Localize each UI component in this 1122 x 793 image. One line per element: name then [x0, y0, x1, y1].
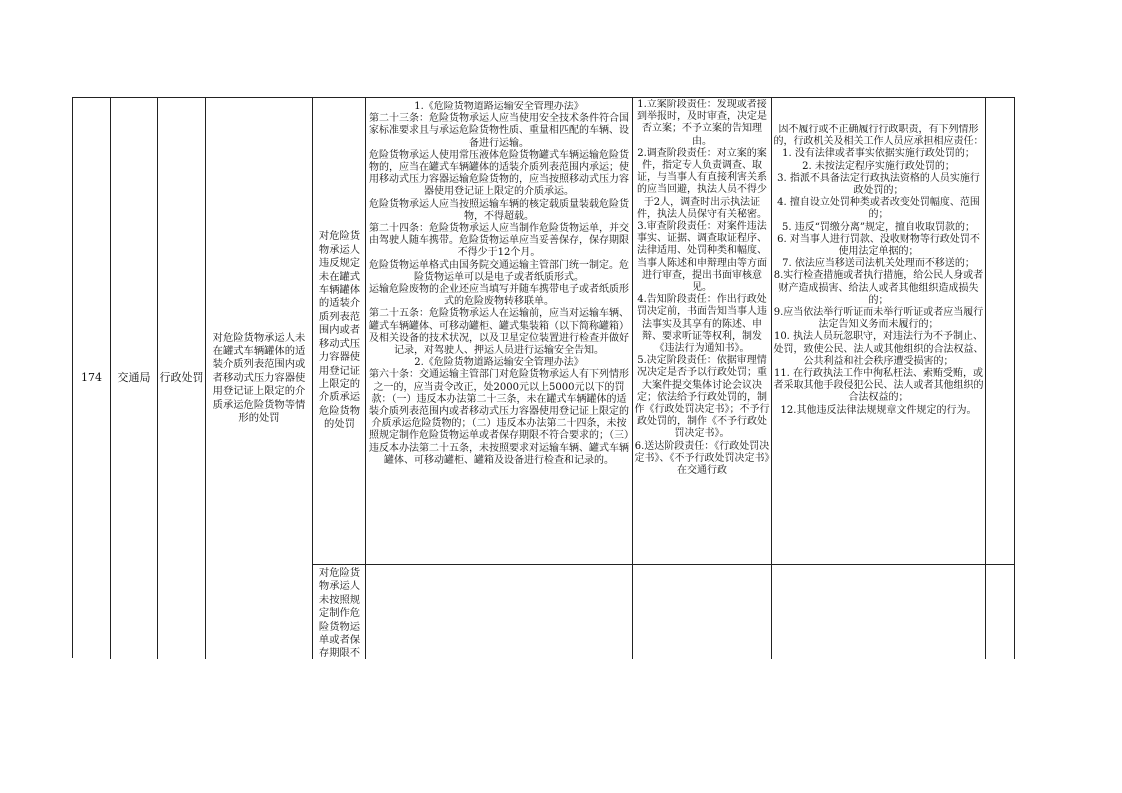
- responsibility-cell: [634, 99, 770, 563]
- legal-basis-paragraph: 运输危险废物的企业还应当填写并随车携带电子或者纸质形式的危险废物转移联单。: [369, 284, 629, 308]
- accountability-paragraph: 4. 擅自设立处罚种类或者改变处罚幅度、范围的；: [777, 197, 980, 221]
- accountability-paragraph: 1. 没有法律或者事实依据实施行政处罚的；: [782, 148, 975, 160]
- sub-item-cell: 对危险货物承运人未按照规定制作危险货物运单或者保存期限不: [318, 567, 361, 658]
- col-divider: [632, 98, 633, 659]
- col-divider: [205, 98, 206, 659]
- legal-basis-cell: [368, 101, 630, 563]
- accountability-cell: [773, 124, 984, 564]
- accountability-paragraph: 6. 对当事人进行罚款、没收财物等行政处罚不使用法定单据的；: [777, 233, 980, 258]
- responsibility-paragraph: 5.决定阶段责任：依据审理情况决定是否予以行政处罚；重大案件提交集体讨论会议决定；依法给予行政处罚的，制作《行政处罚决定书》；不予行政处罚的，制作《不予行政处罚决定书》。: [634, 355, 770, 440]
- col-divider: [365, 98, 366, 659]
- col-divider: [1014, 98, 1015, 659]
- accountability-paragraph: 11. 在行政执法工作中徇私枉法、索贿受贿，或者采取其他手段侵犯公民、法人或者其他组织的合法权益的；: [773, 368, 984, 404]
- legal-basis-paragraph: 危险货物承运人使用常压液体危险货物罐式车辆运输危险货物的，应当在罐式车辆罐体的适装介质列表范围内承运；使用移动式压力容器运输危险货物的，应当按照移动式压力容器使用登记证上限定的介质承运。: [369, 149, 629, 198]
- legal-basis-paragraph: 1.《危险货物道路运输安全管理办法》: [414, 101, 584, 112]
- seq-cell: 174: [81, 371, 102, 385]
- accountability-paragraph: 3. 指派不具备法定行政执法资格的人员实施行政处罚的；: [777, 172, 980, 197]
- accountability-paragraph: 5. 违反“罚缴分离”规定，擅自收取罚款的；: [782, 221, 975, 233]
- accountability-paragraph: 因不履行或不正确履行行政职责，有下列情形的，行政机关及相关工作人员应承担相应责任：: [773, 124, 984, 148]
- legal-basis-paragraph: 危险货物运单格式由国务院交通运输主管部门统一制定。危险货物运单可以是电子或者纸质形式。: [369, 259, 629, 283]
- legal-basis-paragraph: 危险货物承运人应当按照运输车辆的核定载质量装载危险货物，不得超载。: [369, 198, 629, 222]
- accountability-paragraph: 7. 依法应当移送司法机关处理而不移送的；: [782, 258, 975, 270]
- legal-basis-paragraph: 第二十三条：危险货物承运人应当使用安全技术条件符合国家标准要求且与承运危险货物性质、重量相匹配的车辆、设备进行运输。: [369, 113, 629, 149]
- accountability-paragraph: 8.实行检查措施或者执行措施，给公民人身或者财产造成损害、给法人或者其他组织造成损失的；: [773, 270, 984, 306]
- legal-basis-paragraph: 2.《危险货物道路运输安全管理办法》: [414, 357, 584, 369]
- col-divider: [312, 98, 313, 659]
- category-cell: 行政处罚: [159, 371, 204, 385]
- col-divider: [771, 98, 772, 659]
- accountability-paragraph: 9.应当依法举行听证而未举行听证或者应当履行法定告知义务而未履行的；: [773, 307, 984, 331]
- responsibility-paragraph: 3.审查阶段责任：对案件违法事实、证据、调查取证程序、法律适用、处罚种类和幅度、当事人陈述和申辩理由等方面进行审查，提出书面审核意见。: [637, 221, 767, 294]
- legal-basis-paragraph: 第六十条：交通运输主管部门对危险货物承运人有下列情形之一的，应当责令改正，处2000元以上5000元以下的罚款：（一）违反本办法第二十三条，未在罐式车辆罐体的适装介质列表范围内或者移动式压力容器使用登记证上限定的介质承运危险货物的；（二）违反本办法第二十四条，未按照规定制作危险货物运单或者保存期限不符合要求的；（三）违反本办法第二十五条，未按照要求对运输车辆、罐式车辆罐体、可移动罐柜、罐箱及设备进行检查和记录的。: [369, 369, 629, 466]
- sub-item-cell: 对危险货物承运人违反规定未在罐式车辆罐体的适装介质列表范围内或者移动式压力容器使用登记证上限定的介质承运危险货物的处罚: [318, 230, 361, 431]
- responsibility-paragraph: 1.立案阶段责任：发现或者接到举报时，及时审查，决定是否立案；不予立案的告知理由。: [637, 99, 767, 147]
- remark-cell: [986, 98, 1014, 564]
- accountability-paragraph: 12.其他违反法律法规规章文件规定的行为。: [780, 404, 977, 416]
- responsibility-paragraph: 4.告知阶段责任：作出行政处罚决定前，书面告知当事人违法事实及其享有的陈述、申辩、要求听证等权利，制发《违法行为通知书》。: [637, 294, 767, 355]
- responsibility-paragraph: 6.送达阶段责任：《行政处罚决定书》、《不予行政处罚决定书》在交通行政: [634, 440, 770, 477]
- responsibility-paragraph: 2.调查阶段责任：对立案的案件，指定专人负责调查、取证，与当事人有直接利害关系的应当回避，执法人员不得少于2人，调查时出示执法证件，执法人员保守有关秘密。: [637, 147, 767, 220]
- item-name-cell: 对危险货物承运人未在罐式车辆罐体的适装介质列表范围内或者移动式压力容器使用登记证上限定的介质承运危险货物等情形的处罚: [212, 331, 306, 425]
- accountability-paragraph: 2. 未按法定程序实施行政处罚的；: [802, 160, 955, 172]
- department-cell: 交通局: [117, 371, 151, 385]
- accountability-paragraph: 10. 执法人员玩忽职守，对违法行为不予制止、处罚，致使公民、法人或其他组织的合法权益、公共利益和社会秩序遭受损害的；: [773, 331, 984, 367]
- legal-basis-paragraph: 第二十四条：危险货物承运人应当制作危险货物运单，并交由驾驶人随车携带。危险货物运单应当妥善保存，保存期限不得少于12个月。: [369, 223, 629, 259]
- row-divider: [312, 564, 1015, 565]
- permission-table: [72, 97, 1015, 658]
- legal-basis-paragraph: 第二十五条：危险货物承运人在运输前，应当对运输车辆、罐式车辆罐体、可移动罐柜、罐式集装箱（以下简称罐箱）及相关设备的技术状况，以及卫星定位装置进行检查并做好记录，对驾驶人、押运人员进行运输安全告知。: [369, 308, 629, 357]
